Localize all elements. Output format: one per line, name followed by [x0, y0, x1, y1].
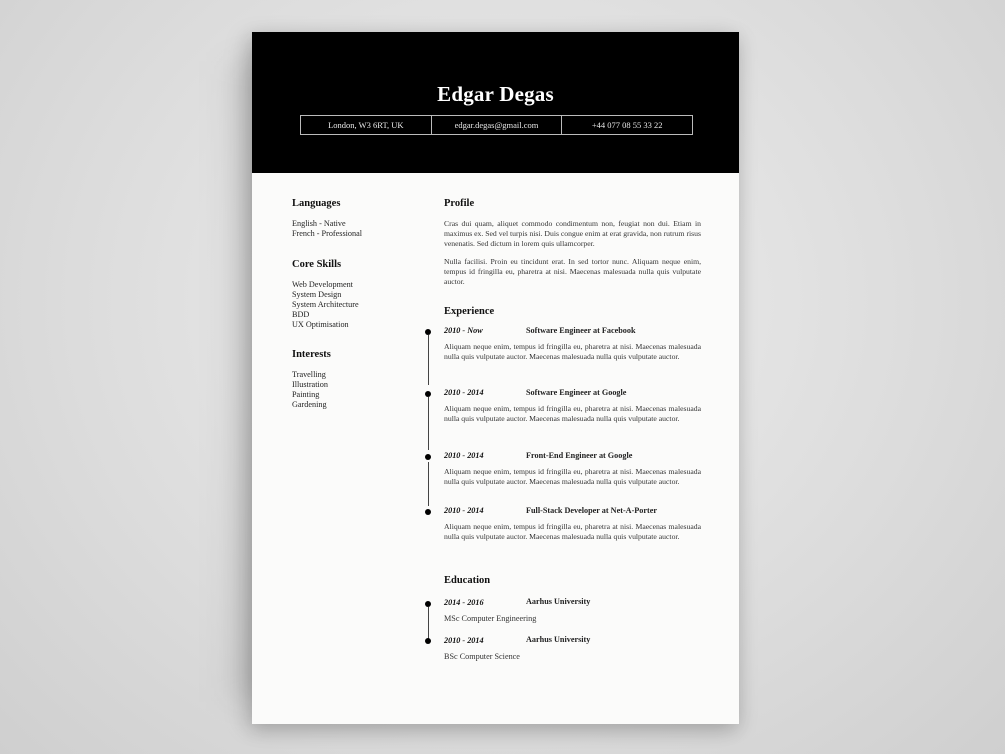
timeline-line [428, 462, 429, 506]
education-degree: BSc Computer Science [444, 652, 520, 661]
experience-role: Software Engineer at Facebook [526, 326, 636, 335]
experience-date: 2010 - Now [444, 326, 483, 335]
list-item: Web Development [292, 280, 353, 289]
contact-email: edgar.degas@gmail.com [432, 116, 563, 134]
timeline-dot [425, 601, 431, 607]
list-item: System Architecture [292, 300, 359, 309]
candidate-name: Edgar Degas [437, 82, 554, 106]
list-item: BDD [292, 310, 310, 319]
list-item: Travelling [292, 370, 326, 379]
experience-role: Software Engineer at Google [526, 388, 627, 397]
education-date: 2014 - 2016 [444, 598, 484, 607]
experience-date: 2010 - 2014 [444, 506, 484, 515]
contact-location: London, W3 6RT, UK [301, 116, 432, 134]
contact-bar [300, 115, 693, 135]
list-item: Painting [292, 390, 320, 399]
experience-description: Aliquam neque enim, tempus id fringilla eu, pharetra at nisi. Maecenas malesuada nulla quis vulputate auctor. Maecenas malesuada nulla quis vulputate auctor. [444, 522, 701, 542]
timeline-dot [425, 391, 431, 397]
education-date: 2010 - 2014 [444, 636, 484, 645]
resume-paper [252, 32, 739, 724]
profile-paragraph-1: Cras dui quam, aliquet commodo condimentum non, feugiat non dui. Etiam in maximus ex. Sed vel turpis nisi. Duis congue enim at erat gravida, non rutrum risus venenatis. Sed dictum in lorem quis ullamcorper. [444, 219, 701, 249]
list-item: English - Native [292, 219, 346, 228]
experience-description: Aliquam neque enim, tempus id fringilla eu, pharetra at nisi. Maecenas malesuada nulla quis vulputate auctor. Maecenas malesuada nulla quis vulputate auctor. [444, 467, 701, 487]
list-item: French - Professional [292, 229, 363, 238]
education-heading: Education [444, 575, 491, 586]
education-school: Aarhus University [526, 635, 591, 644]
timeline-line [428, 335, 429, 385]
list-item: Illustration [292, 380, 328, 389]
timeline-dot [425, 454, 431, 460]
experience-description: Aliquam neque enim, tempus id fringilla eu, pharetra at nisi. Maecenas malesuada nulla quis vulputate auctor. Maecenas malesuada nulla quis vulputate auctor. [444, 342, 701, 362]
timeline-line [428, 397, 429, 450]
experience-description: Aliquam neque enim, tempus id fringilla eu, pharetra at nisi. Maecenas malesuada nulla quis vulputate auctor. Maecenas malesuada nulla quis vulputate auctor. [444, 404, 701, 424]
skills-heading: Core Skills [292, 259, 342, 270]
list-item: Gardening [292, 400, 327, 409]
list-item: UX Optimisation [292, 320, 349, 329]
list-item: System Design [292, 290, 342, 299]
interests-heading: Interests [292, 349, 331, 360]
education-school: Aarhus University [526, 597, 591, 606]
languages-heading: Languages [292, 198, 341, 209]
timeline-dot [425, 509, 431, 515]
contact-phone: +44 077 08 55 33 22 [591, 120, 663, 130]
profile-paragraph-2: Nulla facilisi. Proin eu tincidunt erat. In sed tortor nunc. Aliquam neque enim, tempus id fringilla eu, pharetra at nisi. Maecenas malesuada nulla quis vulputate auctor. [444, 257, 701, 287]
experience-date: 2010 - 2014 [444, 388, 484, 397]
languages-list [292, 219, 362, 239]
interests-list [292, 370, 328, 410]
experience-heading: Experience [444, 306, 495, 317]
timeline-line [428, 607, 429, 640]
experience-role: Front-End Engineer at Google [526, 451, 633, 460]
experience-date: 2010 - 2014 [444, 451, 484, 460]
skills-list [292, 280, 359, 330]
resume-header [252, 32, 739, 173]
timeline-dot [425, 638, 431, 644]
education-degree: MSc Computer Engineering [444, 614, 537, 623]
timeline-dot [425, 329, 431, 335]
profile-heading: Profile [444, 198, 475, 209]
experience-role: Full-Stack Developer at Net-A-Porter [526, 506, 658, 515]
